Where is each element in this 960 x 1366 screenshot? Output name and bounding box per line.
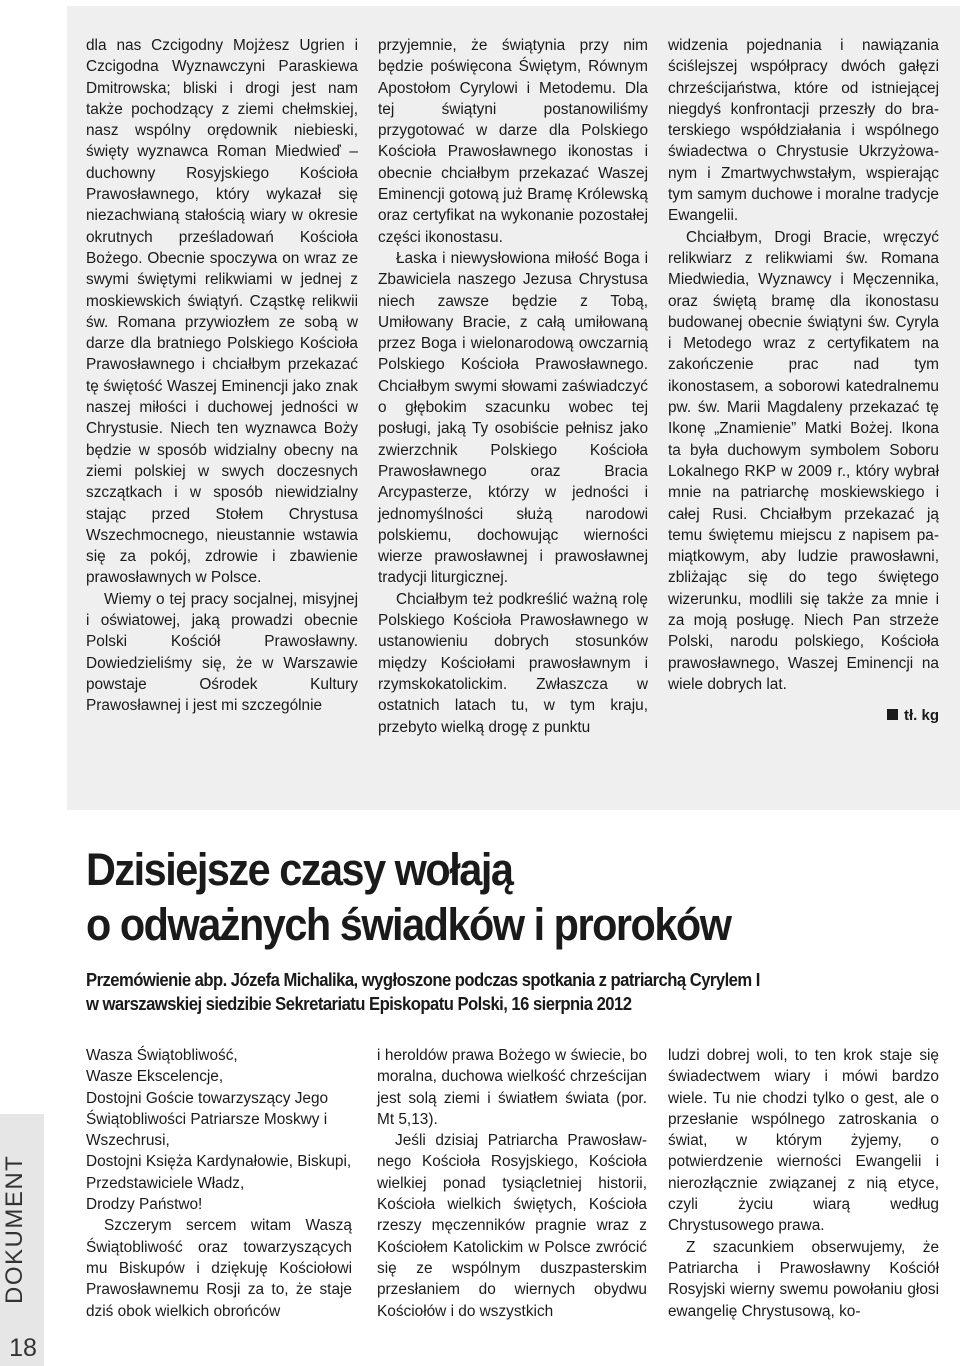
paragraph: i heroldów prawa Bożego w świecie, bo moralna, duchowa wielkość chrześcijan jest solą ziemi i światłem świata (por. Mt 5,13). (377, 1047, 647, 1128)
bottom-column-2 (377, 1045, 647, 1322)
paragraph: dla nas Czcigodny Mojżesz Ugrien i Czcigodna Wyznawczyni Paraskiewa Dmitrowska; bliski i drogi jest nam także pochodzący z ziemi chełmskiej, nasz wspólny orędownik niebieski, święty wyznawca Roman Miedwieď – duchowny Rosyjskiego Kościoła Prawosławnego, który wykazał się niezachwianą stałością wiary w okresie okrutnych prześladowań Kościoła Bożego. Obecnie spoczywa on wraz ze swymi świętymi relikwiami w jednej z moskiewskich świątyń. Cząstkę relikwii św. Romana przywiozłem ze sobą w darze dla bratniego Polskiego Kościoła Prawosławnego i chciałbym przekazać tę świętość Waszej Eminencji jako znak naszej miłości i duchowej jedności w Chrystusie. Niech ten wyznawca Boży będzie w sposób widzialny obecny na ziemi polskiej w swych doczesnych szczątkach i w sposób niewidzialny stając przed Stołem Chrystusa Wszechmocnego, nieustannie wstawia się za pokój, zdrowie i zbawienie prawosławnych w Polsce. (86, 37, 358, 587)
paragraph: przyjemnie, że świątynia przy nim będzie poświęcona Świętym, Równym Apostołom Cyrylowi i Metodemu. Dla tej świątyni postanowiliśmy przygotować w darze dla Polskiego Kościoła Prawosławnego ikonostas i obecnie chciałbym przekazać Waszej Eminencji gotową już Bramę Królewską oraz certyfikat na wykonanie pozostałej części ikonostasu. (378, 37, 648, 246)
bottom-column-3 (668, 1045, 939, 1322)
headline-line-1: Dzisiejsze czasy wołają (86, 844, 513, 895)
page-number: 18 (9, 1334, 37, 1362)
subtitle-line-1: Przemówienie abp. Józefa Michalika, wygłoszone podczas spotkania z patriarchą Cyrylem I (86, 969, 760, 990)
paragraph: Łaska i niewysłowiona miłość Boga i Zbawiciela naszego Jezusa Chrystusa niech zawsze będzie z Tobą, Umiłowany Bracie, z całą umiłowaną przez Boga i wielonarodową owczarnią Polskiego Kościoła Prawosławnego. Chciałbym swymi słowami zaświadczyć o głębokim szacunku wobec tej posługi, jaką Ty osobiście pełnisz jako zwierzchnik Polskiego Kościoła Prawosławnego oraz Bracia Arcypasterze, którzy w jedności i jednomyślności służą narodowi polskiemu, dochowując wierności wierze prawosławnej i prawosławnej tradycji liturgicznej. (378, 249, 648, 587)
greeting-line: Dostojni Goście towarzyszący Jego Świątobliwości Patriarsze Moskwy i Wszechrusi, (86, 1089, 329, 1150)
greeting-line: Wasza Świątobliwość, (86, 1047, 238, 1064)
paragraph: Chciałbym, Drogi Bracie, wręczyć relikwiarz z relikwiami św. Romana Miedwiedia, Wyznawcy i Męczennika, oraz świętą bramę dla ikonostasu budowanej obecnie świątyni św. Cyryla i Metodego wraz z certyfikatem na zakończenie prac nad tym ikonostasem, a soborowi katedralnemu pw. św. Marii Magdaleny przekazać tę Ikonę „Znamienie” Matki Bożej. Ikona ta była duchowym symbolem Soboru Lokalnego RKP w 2009 r., który wybrał mnie na patriarchę moskiewskiego i całej Rusi. Chciałbym przekazać ją temu świętemu miejscu z napisem pamiątkowym, aby ludzie prawosławni, zbliżając się do tego świętego wizerunku, modlili się także za mnie i za moją posługę. Niech Pan strzeże Polski, narodu polskiego, Kościoła prawosławnego, Waszej Eminencji na wiele dobrych lat. (668, 228, 939, 693)
paragraph: Jeśli dzisiaj Patriarcha Prawosławnego Kościoła Rosyjskiego, Kościoła wielkiej ponad tysiącletniej historii, Kościoła wielkich świętych, Kościoła rzeszy męczenników pragnie wraz z Kościołem Katolickim w Polsce zwrócić się ze wspólnym duszpasterskim przesłaniem do wiernych obydwu Kościołów i do wszystkich (377, 1132, 647, 1320)
paragraph: Wiemy o tej pracy socjalnej, misyjnej i oświatowej, jaką prowadzi obecnie Polski Kościół Prawosławny. Dowiedzieliśmy się, że w Warszawie powstaje Ośrodek Kultury Prawosławnej i jest mi szczególnie (86, 590, 358, 715)
subtitle-line-2: w warszawskiej siedzibie Sekretariatu Episkopatu Polski, 16 sierpnia 2012 (86, 993, 632, 1014)
paragraph: ludzi dobrej woli, to ten krok staje się świadectwem wiary i mówi bardzo wiele. Tu nie chodzi tylko o gest, ale o przesłanie wspólnego zatroskania o świat, w którym żyjemy, o potwierdzenie wierności Ewangelii i nierozłącznie związanej z nią etyce, czyli życiu wiarą według Chrystusowego prawa. (668, 1047, 939, 1235)
greeting-line: Wasze Ekscelencje, (86, 1068, 224, 1086)
greeting-line: Dostojni Księża Kardynałowie, Biskupi, Przedstawiciele Władz, (86, 1153, 352, 1192)
section-label: DOKUMENT (1, 1154, 28, 1304)
headline-line-2: o odważnych świadków i proroków (86, 899, 731, 950)
paragraph: widzenia pojednania i nawiązania ściślejszej współpracy dwóch gałęzi chrześcijaństwa, które od istniejącej niegdyś konfrontacji przeszły do braterskiego współdziałania i wspólnego świadectwa o Chrystusie Ukrzyżowanym i Zmartwychwstałym, wspierając tym samym duchowe i moralne tradycje Ewangelii. (668, 37, 939, 225)
signature-text: tł. kg (903, 707, 939, 725)
paragraph: Szczerym sercem witam Waszą Świątobliwość oraz towarzyszących mu Biskupów i dziękuję Kościołowi Prawosławnemu Rosji za to, że staje dziś obok wielkich obrońców (86, 1217, 352, 1320)
greeting-line: Drodzy Państwo! (86, 1196, 203, 1214)
bottom-column-1 (86, 1045, 352, 1322)
paragraph: Z szacunkiem obserwujemy, że Patriarcha i Prawosławny Kościół Rosyjski wierny swemu powołaniu głosi ewangelię Chrystusową, ko- (668, 1238, 939, 1320)
paragraph: Chciałbym też podkreślić ważną rolę Polskiego Kościoła Prawosławnego w ustanowieniu dobrych stosunków między Kościołami prawosławnym i rzymskokatolickim. Zwłaszcza w ostatnich latach tu, w tym kraju, przebyto wielką drogę z punktu (378, 590, 648, 736)
